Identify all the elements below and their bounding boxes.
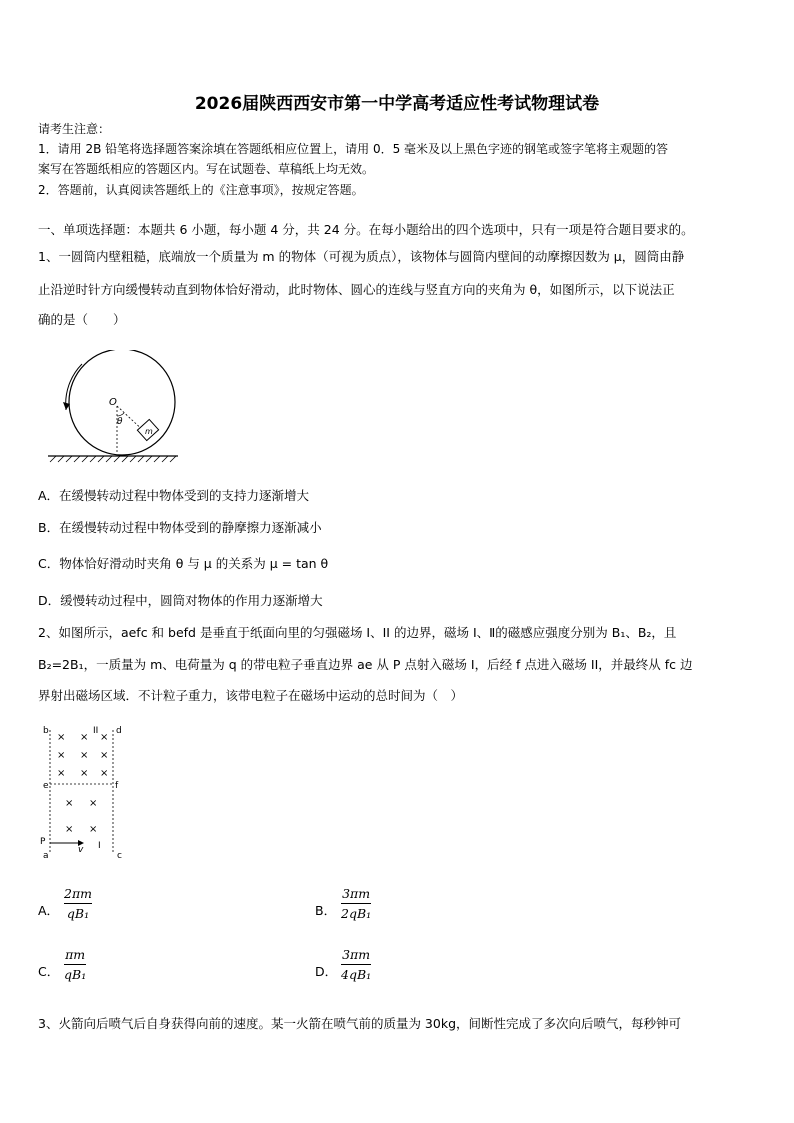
label-p: P [40, 837, 46, 847]
cross: × [65, 798, 74, 809]
label-f: f [115, 781, 119, 791]
numerator: 3πm [342, 947, 371, 962]
notice-line-1b: 案写在答题纸相应的答题区内。写在试题卷、草稿纸上均无效。 [38, 162, 375, 176]
label-d: d [116, 726, 122, 736]
label-ii: II [93, 726, 99, 736]
field-crosses-region-ii [57, 732, 108, 779]
cross: × [65, 824, 74, 835]
label-m: m [145, 427, 153, 436]
page-title: 2026届陕西西安市第一中学高考适应性考试物理试卷 [194, 94, 600, 114]
field-crosses-region-i [65, 798, 97, 835]
q1-option-b: B．在缓慢转动过程中物体受到的静摩擦力逐渐减小 [38, 520, 322, 535]
cross: × [80, 732, 89, 743]
cylinder-circle [69, 350, 175, 455]
denominator: 2qB₁ [341, 906, 372, 921]
cross: × [100, 750, 109, 761]
cross: × [89, 824, 98, 835]
denominator: qB₁ [66, 906, 90, 921]
denominator: qB₁ [64, 967, 87, 982]
section-heading: 一、单项选择题：本题共 6 小题，每小题 4 分，共 24 分。在每小题给出的四个选项中，只有一项是符合题目要求的。 [38, 222, 694, 237]
q2-option-a-label: A． [38, 903, 60, 918]
q2-line-1: 2、如图所示，aefc 和 befd 是垂直于纸面向里的匀强磁场 I、II 的边界，磁场 I、Ⅱ的磁感应强度分别为 B₁、B₂，且 [38, 625, 677, 640]
q2-option-d-label: D． [315, 964, 338, 979]
q1-line-3: 确的是（ ） [38, 312, 126, 327]
q2-line-2: B₂=2B₁，一质量为 m、电荷量为 q 的带电粒子垂直边界 ae 从 P 点射入磁场 I，后经 f 点进入磁场 II，并最终从 fc 边 [38, 657, 693, 672]
cylinder-figure [44, 350, 184, 465]
q2-option-b-fraction [341, 886, 371, 921]
cross: × [89, 798, 98, 809]
label-v: v [78, 845, 84, 855]
label-a: a [43, 851, 49, 861]
denominator: 4qB₁ [341, 967, 372, 982]
numerator: 3πm [342, 886, 371, 901]
label-o: O [109, 397, 117, 408]
q1-line-2: 止沿逆时针方向缓慢转动直到物体恰好滑动，此时物体、圆心的连线与竖直方向的夹角为 θ，如图所示，以下说法正 [38, 282, 675, 297]
label-b: b [43, 726, 49, 736]
q2-option-a-fraction [64, 886, 92, 921]
q2-option-b-label: B． [315, 903, 337, 918]
q1-line-1: 1、一圆筒内壁粗糙，底端放一个质量为 m 的物体（可视为质点），该物体与圆筒内壁间的动摩擦因数为 μ，圆筒由静 [38, 249, 685, 264]
q3-line-1: 3、火箭向后喷气后自身获得向前的速度。某一火箭在喷气前的质量为 30kg，间断性完成了多次向后喷气，每秒钟可 [38, 1016, 682, 1031]
numerator: 2πm [64, 886, 93, 901]
notice-heading: 请考生注意： [38, 122, 111, 136]
cross: × [80, 768, 89, 779]
label-e: e [43, 781, 49, 791]
theta-arc [117, 413, 124, 416]
ground-hatch [50, 456, 176, 462]
q2-option-c-fraction [64, 947, 86, 982]
q2-line-3: 界射出磁场区域．不计粒子重力，该带电粒子在磁场中运动的总时间为（ ） [38, 688, 464, 703]
magnetic-field-figure [38, 720, 138, 862]
cross: × [57, 732, 66, 743]
cross: × [80, 750, 89, 761]
q1-option-d: D．缓慢转动过程中，圆筒对物体的作用力逐渐增大 [38, 593, 323, 608]
numerator: πm [65, 947, 86, 962]
label-theta: θ [117, 417, 123, 427]
notice-line-1a: 1．请用 2B 铅笔将选择题答案涂填在答题纸相应位置上，请用 0．5 毫米及以上黑色字迹的钢笔或签字笔将主观题的答 [38, 142, 669, 156]
cross: × [57, 768, 66, 779]
q2-option-c-label: C． [38, 964, 60, 979]
q1-option-a: A．在缓慢转动过程中物体受到的支持力逐渐增大 [38, 488, 310, 503]
cross: × [57, 750, 66, 761]
cross: × [100, 768, 109, 779]
notice-line-2: 2．答题前，认真阅读答题纸上的《注意事项》，按规定答题。 [38, 183, 364, 197]
q2-option-d-fraction [341, 947, 371, 982]
label-c: c [117, 851, 122, 861]
label-i: I [98, 841, 101, 851]
cross: × [100, 732, 109, 743]
q1-option-c: C．物体恰好滑动时夹角 θ 与 μ 的关系为 μ = tan θ [38, 556, 329, 571]
